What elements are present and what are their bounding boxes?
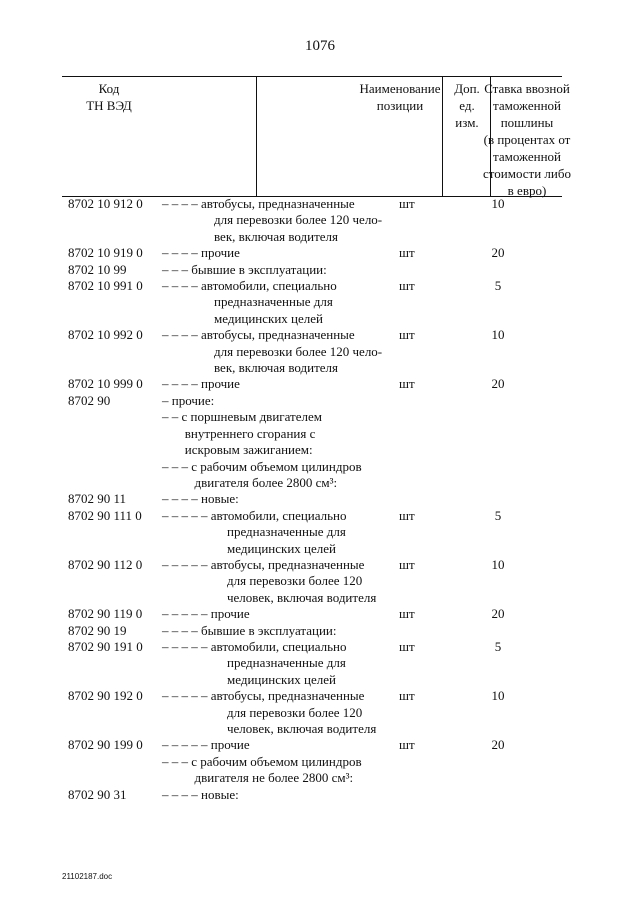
row-rate: 5 [494, 278, 502, 294]
row-name: – – – – – автомобили, специально предназначенные для медицинских целей [162, 638, 347, 687]
row-unit: шт [399, 245, 415, 261]
row-code: 8702 10 99 [68, 261, 127, 277]
table-row [62, 688, 582, 737]
header-rate-label: Ставка ввозной таможенной пошлины (в процентах от таможенной стоимости либо в евро) [482, 81, 571, 198]
page-number: 1076 [305, 38, 335, 54]
row-rate: 20 [491, 245, 505, 261]
row-name: – – – – новые: [162, 491, 239, 507]
table-header [62, 76, 571, 198]
row-name: – – – – прочие [162, 376, 240, 392]
row-name: – – – – автобусы, предназначенные для перевозки более 120 чело- век, включая водителя [162, 196, 383, 244]
table-row [62, 754, 582, 787]
table-row [62, 245, 582, 261]
row-name: – – – – новые: [162, 786, 239, 802]
row-code: 8702 90 111 0 [68, 507, 142, 523]
table-row [62, 737, 582, 753]
row-code: 8702 10 919 0 [68, 245, 143, 261]
table-row [62, 606, 582, 622]
row-unit: шт [399, 638, 415, 654]
row-name: – – – – бывшие в эксплуатации: [162, 622, 337, 638]
table-row [62, 491, 582, 507]
row-rate: 5 [494, 507, 502, 523]
row-unit: шт [399, 688, 415, 704]
row-unit: шт [399, 606, 415, 622]
row-name: – – – – автобусы, предназначенные для перевозки более 120 чело- век, включая водителя [162, 327, 383, 376]
table-row [62, 557, 582, 606]
header-code-column [62, 77, 156, 196]
table-row [62, 409, 582, 458]
row-unit: шт [399, 327, 415, 343]
row-code: 8702 90 191 0 [68, 638, 143, 654]
row-name: – – – – автомобили, специально предназначенные для медицинских целей [162, 278, 337, 326]
row-rate: 20 [491, 737, 505, 753]
header-unit-label: Доп. ед. изм. [454, 81, 480, 130]
footer-filename: 21102187.doc [62, 872, 113, 881]
row-name: – – – – – прочие [162, 737, 250, 753]
row-code: 8702 90 19 [68, 622, 127, 638]
table-row [62, 278, 582, 327]
row-unit: шт [399, 507, 415, 523]
row-rate: 10 [491, 556, 505, 572]
row-code: 8702 10 999 0 [68, 376, 143, 392]
row-unit: шт [399, 196, 415, 211]
row-code: 8702 90 31 [68, 786, 127, 802]
row-unit: шт [399, 376, 415, 392]
row-name: – – – – – автобусы, предназначенные для перевозки более 120 человек, включая водителя [162, 688, 377, 736]
table-row [62, 623, 582, 639]
row-unit: шт [399, 278, 415, 294]
table-row [62, 262, 582, 278]
row-rate: 20 [491, 376, 505, 392]
row-name: – – – – – автобусы, предназначенные для перевозки более 120 человек, включая водителя [162, 556, 377, 605]
row-rate: 20 [491, 606, 505, 622]
table-row [62, 787, 582, 803]
row-code: 8702 90 [68, 392, 111, 408]
row-code: 8702 10 992 0 [68, 327, 143, 343]
row-name: – – – – прочие [162, 245, 240, 261]
row-name: – – – с рабочим объемом цилиндров двигателя более 2800 см³: [162, 458, 362, 490]
row-rate: 10 [491, 688, 505, 704]
table-row [62, 327, 582, 376]
table-row [62, 393, 582, 409]
row-name: – прочие: [162, 392, 215, 408]
row-rate: 10 [491, 327, 505, 343]
row-rate: 5 [494, 638, 502, 654]
row-name: – – с поршневым двигателем внутреннего сгорания с искровым зажиганием: [162, 409, 322, 458]
table-row [62, 376, 582, 392]
table-body [62, 196, 582, 803]
row-name: – – – – – автомобили, специально предназначенные для медицинских целей [162, 507, 347, 556]
row-rate: 10 [491, 196, 505, 211]
row-code: 8702 90 192 0 [68, 688, 143, 704]
row-code: 8702 90 11 [68, 491, 127, 507]
row-code: 8702 10 912 0 [68, 196, 143, 211]
table-row [62, 459, 582, 492]
header-name-label: Наименование позиции [359, 81, 441, 113]
row-name: – – – – – прочие [162, 606, 250, 622]
row-code: 8702 10 991 0 [68, 278, 143, 294]
row-unit: шт [399, 737, 415, 753]
table-row [62, 639, 582, 688]
row-name: – – – с рабочим объемом цилиндров двигателя не более 2800 см³: [162, 753, 362, 786]
table-row [62, 196, 582, 245]
header-code-label: Код ТН ВЭД [86, 81, 132, 113]
row-code: 8702 90 199 0 [68, 737, 143, 753]
header-rate-column [482, 77, 571, 198]
row-code: 8702 90 119 0 [68, 606, 143, 622]
table-row [62, 508, 582, 557]
row-name: – – – бывшие в эксплуатации: [162, 261, 327, 277]
row-unit: шт [399, 556, 415, 572]
row-code: 8702 90 112 0 [68, 556, 143, 572]
